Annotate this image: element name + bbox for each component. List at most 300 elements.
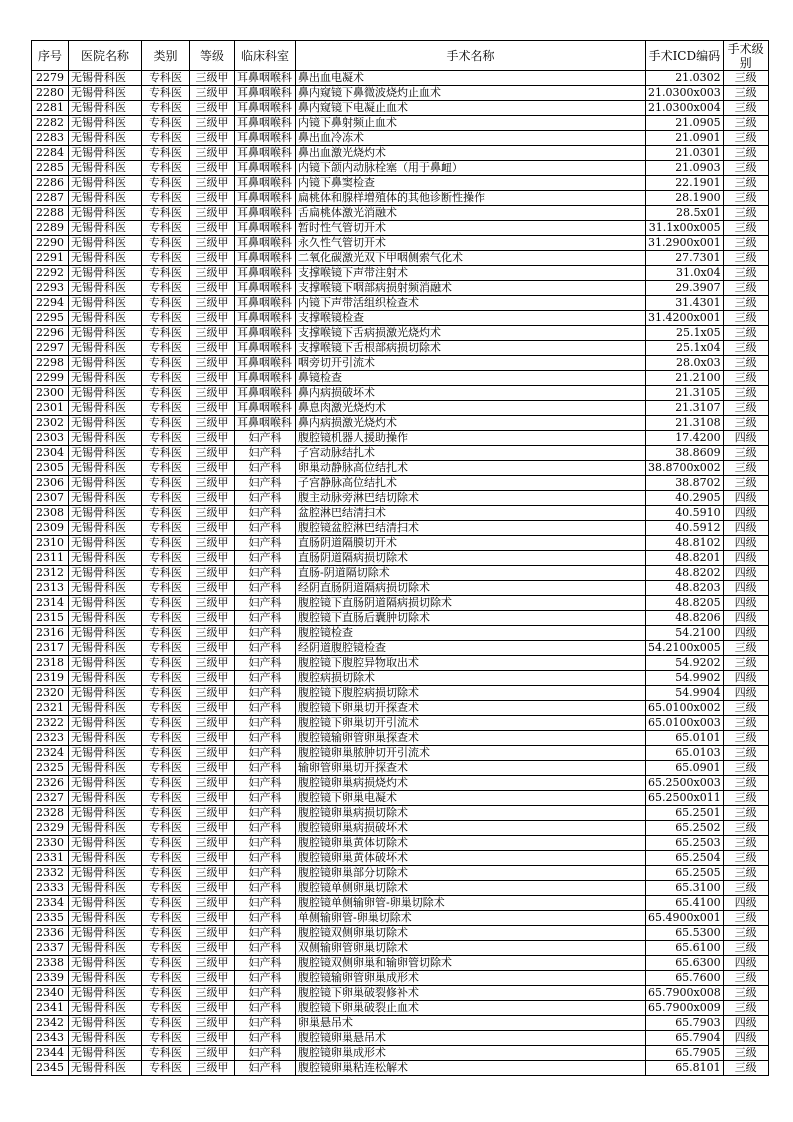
cell-hospital: 无锡骨科医: [69, 761, 142, 776]
cell-level: 三级甲: [190, 401, 235, 416]
cell-category: 专科医: [142, 356, 190, 371]
cell-department: 妇产科: [235, 926, 296, 941]
cell-surgery: 腹腔镜下卵巢破裂修补术: [296, 986, 646, 1001]
cell-surgery: 腹腔镜卵巢悬吊术: [296, 1031, 646, 1046]
cell-grade: 三级: [723, 266, 768, 281]
cell-level: 三级甲: [190, 506, 235, 521]
cell-hospital: 无锡骨科医: [69, 1061, 142, 1076]
cell-grade: 三级: [723, 716, 768, 731]
cell-department: 妇产科: [235, 851, 296, 866]
cell-surgery: 子宫静脉高位结扎术: [296, 476, 646, 491]
cell-level: 三级甲: [190, 776, 235, 791]
cell-surgery: 卵巢动静脉高位结扎术: [296, 461, 646, 476]
cell-icd: 21.0302: [646, 71, 724, 86]
cell-grade: 三级: [723, 641, 768, 656]
cell-icd: 65.0901: [646, 761, 724, 776]
header-grade: 手术级别: [723, 41, 768, 71]
header-hospital: 医院名称: [69, 41, 142, 71]
table-row: [32, 146, 769, 161]
cell-category: 专科医: [142, 941, 190, 956]
cell-grade: 三级: [723, 161, 768, 176]
cell-department: 耳鼻咽喉科: [235, 266, 296, 281]
cell-hospital: 无锡骨科医: [69, 716, 142, 731]
cell-icd: 65.7900x008: [646, 986, 724, 1001]
cell-hospital: 无锡骨科医: [69, 401, 142, 416]
cell-seq: 2313: [32, 581, 69, 596]
cell-surgery: 直肠阴道隔病损切除术: [296, 551, 646, 566]
cell-grade: 三级: [723, 881, 768, 896]
cell-seq: 2279: [32, 71, 69, 86]
cell-category: 专科医: [142, 386, 190, 401]
cell-grade: 四级: [723, 491, 768, 506]
cell-department: 妇产科: [235, 1016, 296, 1031]
table-row: [32, 731, 769, 746]
cell-hospital: 无锡骨科医: [69, 191, 142, 206]
cell-seq: 2285: [32, 161, 69, 176]
cell-level: 三级甲: [190, 176, 235, 191]
cell-hospital: 无锡骨科医: [69, 626, 142, 641]
cell-hospital: 无锡骨科医: [69, 566, 142, 581]
cell-department: 妇产科: [235, 641, 296, 656]
cell-hospital: 无锡骨科医: [69, 101, 142, 116]
cell-grade: 三级: [723, 281, 768, 296]
cell-icd: 48.8201: [646, 551, 724, 566]
cell-icd: 25.1x04: [646, 341, 724, 356]
cell-department: 妇产科: [235, 1031, 296, 1046]
cell-hospital: 无锡骨科医: [69, 911, 142, 926]
table-row: [32, 836, 769, 851]
cell-category: 专科医: [142, 671, 190, 686]
cell-seq: 2323: [32, 731, 69, 746]
cell-category: 专科医: [142, 446, 190, 461]
header-seq: 序号: [32, 41, 69, 71]
cell-grade: 三级: [723, 701, 768, 716]
cell-grade: 四级: [723, 1016, 768, 1031]
table-row: [32, 611, 769, 626]
cell-hospital: 无锡骨科医: [69, 851, 142, 866]
table-row: [32, 296, 769, 311]
cell-surgery: 腹腔镜卵巢黄体破坏术: [296, 851, 646, 866]
cell-seq: 2281: [32, 101, 69, 116]
cell-grade: 四级: [723, 581, 768, 596]
cell-hospital: 无锡骨科医: [69, 941, 142, 956]
table-row: [32, 776, 769, 791]
cell-icd: 54.2100: [646, 626, 724, 641]
cell-grade: 三级: [723, 926, 768, 941]
cell-grade: 三级: [723, 116, 768, 131]
cell-department: 耳鼻咽喉科: [235, 236, 296, 251]
cell-level: 三级甲: [190, 731, 235, 746]
cell-level: 三级甲: [190, 1001, 235, 1016]
cell-icd: 65.7905: [646, 1046, 724, 1061]
table-row: [32, 686, 769, 701]
cell-level: 三级甲: [190, 956, 235, 971]
cell-level: 三级甲: [190, 701, 235, 716]
cell-category: 专科医: [142, 341, 190, 356]
cell-department: 耳鼻咽喉科: [235, 281, 296, 296]
cell-seq: 2302: [32, 416, 69, 431]
cell-category: 专科医: [142, 836, 190, 851]
cell-seq: 2336: [32, 926, 69, 941]
cell-level: 三级甲: [190, 371, 235, 386]
cell-seq: 2345: [32, 1061, 69, 1076]
cell-seq: 2288: [32, 206, 69, 221]
cell-icd: 65.7904: [646, 1031, 724, 1046]
cell-surgery: 支撑喉镜下咽部病损射频消融术: [296, 281, 646, 296]
cell-hospital: 无锡骨科医: [69, 1016, 142, 1031]
cell-seq: 2317: [32, 641, 69, 656]
cell-icd: 28.1900: [646, 191, 724, 206]
cell-icd: 54.2100x005: [646, 641, 724, 656]
cell-seq: 2327: [32, 791, 69, 806]
cell-department: 耳鼻咽喉科: [235, 401, 296, 416]
cell-seq: 2319: [32, 671, 69, 686]
cell-seq: 2305: [32, 461, 69, 476]
cell-level: 三级甲: [190, 791, 235, 806]
cell-grade: 三级: [723, 821, 768, 836]
cell-category: 专科医: [142, 251, 190, 266]
cell-icd: 65.0103: [646, 746, 724, 761]
cell-category: 专科医: [142, 761, 190, 776]
cell-level: 三级甲: [190, 686, 235, 701]
cell-seq: 2338: [32, 956, 69, 971]
cell-icd: 21.0903: [646, 161, 724, 176]
table-row: [32, 716, 769, 731]
cell-seq: 2328: [32, 806, 69, 821]
cell-grade: 三级: [723, 911, 768, 926]
cell-grade: 四级: [723, 551, 768, 566]
cell-category: 专科医: [142, 536, 190, 551]
cell-icd: 54.9202: [646, 656, 724, 671]
cell-department: 妇产科: [235, 746, 296, 761]
cell-department: 妇产科: [235, 611, 296, 626]
cell-icd: 65.2501: [646, 806, 724, 821]
table-row: [32, 791, 769, 806]
cell-department: 妇产科: [235, 821, 296, 836]
cell-department: 耳鼻咽喉科: [235, 356, 296, 371]
cell-icd: 17.4200: [646, 431, 724, 446]
cell-seq: 2326: [32, 776, 69, 791]
cell-department: 耳鼻咽喉科: [235, 131, 296, 146]
cell-level: 三级甲: [190, 431, 235, 446]
cell-hospital: 无锡骨科医: [69, 446, 142, 461]
cell-level: 三级甲: [190, 491, 235, 506]
cell-level: 三级甲: [190, 986, 235, 1001]
cell-level: 三级甲: [190, 131, 235, 146]
table-row: [32, 761, 769, 776]
cell-level: 三级甲: [190, 296, 235, 311]
cell-surgery: 腹腔镜下卵巢破裂止血术: [296, 1001, 646, 1016]
cell-icd: 65.4900x001: [646, 911, 724, 926]
cell-surgery: 腹腔镜卵巢黄体切除术: [296, 836, 646, 851]
cell-seq: 2284: [32, 146, 69, 161]
cell-surgery: 腹腔镜卵巢病损烧灼术: [296, 776, 646, 791]
cell-category: 专科医: [142, 686, 190, 701]
cell-seq: 2333: [32, 881, 69, 896]
cell-hospital: 无锡骨科医: [69, 416, 142, 431]
cell-seq: 2329: [32, 821, 69, 836]
cell-seq: 2283: [32, 131, 69, 146]
cell-icd: 65.3100: [646, 881, 724, 896]
cell-grade: 四级: [723, 566, 768, 581]
cell-department: 妇产科: [235, 431, 296, 446]
cell-department: 妇产科: [235, 551, 296, 566]
cell-surgery: 腹腔病损切除术: [296, 671, 646, 686]
cell-icd: 22.1901: [646, 176, 724, 191]
cell-seq: 2307: [32, 491, 69, 506]
cell-category: 专科医: [142, 236, 190, 251]
cell-department: 耳鼻咽喉科: [235, 386, 296, 401]
table-row: [32, 71, 769, 86]
cell-seq: 2282: [32, 116, 69, 131]
cell-department: 耳鼻咽喉科: [235, 416, 296, 431]
cell-hospital: 无锡骨科医: [69, 506, 142, 521]
table-row: [32, 86, 769, 101]
cell-category: 专科医: [142, 1016, 190, 1031]
cell-hospital: 无锡骨科医: [69, 86, 142, 101]
cell-icd: 21.0300x003: [646, 86, 724, 101]
cell-hospital: 无锡骨科医: [69, 176, 142, 191]
cell-grade: 三级: [723, 71, 768, 86]
cell-hospital: 无锡骨科医: [69, 536, 142, 551]
cell-category: 专科医: [142, 431, 190, 446]
cell-category: 专科医: [142, 626, 190, 641]
cell-icd: 21.0300x004: [646, 101, 724, 116]
cell-surgery: 腹主动脉旁淋巴结切除术: [296, 491, 646, 506]
cell-icd: 65.7600: [646, 971, 724, 986]
table-row: [32, 416, 769, 431]
cell-seq: 2321: [32, 701, 69, 716]
cell-grade: 三级: [723, 251, 768, 266]
cell-department: 妇产科: [235, 911, 296, 926]
cell-surgery: 腹腔镜盆腔淋巴结清扫术: [296, 521, 646, 536]
cell-category: 专科医: [142, 506, 190, 521]
cell-icd: 65.7903: [646, 1016, 724, 1031]
cell-surgery: 鼻出血电凝术: [296, 71, 646, 86]
cell-hospital: 无锡骨科医: [69, 596, 142, 611]
cell-grade: 四级: [723, 626, 768, 641]
cell-category: 专科医: [142, 311, 190, 326]
table-row: [32, 116, 769, 131]
cell-category: 专科医: [142, 956, 190, 971]
cell-icd: 48.8203: [646, 581, 724, 596]
table-row: [32, 176, 769, 191]
cell-hospital: 无锡骨科医: [69, 836, 142, 851]
cell-grade: 三级: [723, 476, 768, 491]
cell-icd: 65.4100: [646, 896, 724, 911]
cell-seq: 2331: [32, 851, 69, 866]
cell-surgery: 二氧化碳激光双下甲咽侧索气化术: [296, 251, 646, 266]
cell-surgery: 输卵管卵巢切开探查术: [296, 761, 646, 776]
cell-surgery: 卵巢悬吊术: [296, 1016, 646, 1031]
cell-level: 三级甲: [190, 191, 235, 206]
cell-level: 三级甲: [190, 266, 235, 281]
cell-icd: 31.1x00x005: [646, 221, 724, 236]
table-row: [32, 521, 769, 536]
cell-hospital: 无锡骨科医: [69, 656, 142, 671]
cell-hospital: 无锡骨科医: [69, 146, 142, 161]
cell-hospital: 无锡骨科医: [69, 221, 142, 236]
cell-seq: 2297: [32, 341, 69, 356]
cell-icd: 21.0901: [646, 131, 724, 146]
cell-hospital: 无锡骨科医: [69, 476, 142, 491]
cell-grade: 三级: [723, 86, 768, 101]
cell-surgery: 鼻内窥镜下电凝止血术: [296, 101, 646, 116]
table-row: [32, 326, 769, 341]
cell-level: 三级甲: [190, 926, 235, 941]
cell-category: 专科医: [142, 911, 190, 926]
cell-seq: 2303: [32, 431, 69, 446]
cell-grade: 三级: [723, 776, 768, 791]
cell-level: 三级甲: [190, 386, 235, 401]
table-row: [32, 476, 769, 491]
cell-grade: 三级: [723, 1001, 768, 1016]
cell-department: 耳鼻咽喉科: [235, 371, 296, 386]
cell-level: 三级甲: [190, 611, 235, 626]
cell-hospital: 无锡骨科医: [69, 821, 142, 836]
cell-surgery: 腹腔镜下腹腔异物取出术: [296, 656, 646, 671]
cell-seq: 2286: [32, 176, 69, 191]
cell-hospital: 无锡骨科医: [69, 701, 142, 716]
table-row: [32, 1001, 769, 1016]
cell-hospital: 无锡骨科医: [69, 296, 142, 311]
table-row: [32, 896, 769, 911]
cell-department: 耳鼻咽喉科: [235, 101, 296, 116]
cell-icd: 21.0301: [646, 146, 724, 161]
cell-level: 三级甲: [190, 761, 235, 776]
cell-surgery: 腹腔镜卵巢病损切除术: [296, 806, 646, 821]
cell-department: 耳鼻咽喉科: [235, 71, 296, 86]
cell-seq: 2341: [32, 1001, 69, 1016]
cell-department: 妇产科: [235, 461, 296, 476]
cell-surgery: 腹腔镜下腹腔病损切除术: [296, 686, 646, 701]
cell-level: 三级甲: [190, 671, 235, 686]
table-row: [32, 656, 769, 671]
cell-icd: 65.2502: [646, 821, 724, 836]
cell-category: 专科医: [142, 806, 190, 821]
cell-surgery: 内镜下鼻射频止血术: [296, 116, 646, 131]
cell-surgery: 腹腔镜检查: [296, 626, 646, 641]
cell-hospital: 无锡骨科医: [69, 236, 142, 251]
cell-category: 专科医: [142, 776, 190, 791]
cell-department: 妇产科: [235, 581, 296, 596]
cell-icd: 65.5300: [646, 926, 724, 941]
cell-grade: 四级: [723, 611, 768, 626]
cell-level: 三级甲: [190, 656, 235, 671]
cell-surgery: 腹腔镜输卵管卵巢探查术: [296, 731, 646, 746]
table-row: [32, 131, 769, 146]
cell-category: 专科医: [142, 296, 190, 311]
cell-icd: 38.8700x002: [646, 461, 724, 476]
cell-department: 耳鼻咽喉科: [235, 86, 296, 101]
table-body: [32, 71, 769, 1076]
table-row: [32, 161, 769, 176]
cell-department: 妇产科: [235, 596, 296, 611]
cell-grade: 三级: [723, 401, 768, 416]
cell-surgery: 腹腔镜双侧卵巢切除术: [296, 926, 646, 941]
cell-seq: 2310: [32, 536, 69, 551]
cell-icd: 48.8202: [646, 566, 724, 581]
cell-hospital: 无锡骨科医: [69, 356, 142, 371]
cell-seq: 2334: [32, 896, 69, 911]
cell-department: 耳鼻咽喉科: [235, 311, 296, 326]
cell-icd: 31.4301: [646, 296, 724, 311]
cell-level: 三级甲: [190, 356, 235, 371]
cell-seq: 2309: [32, 521, 69, 536]
table-row: [32, 101, 769, 116]
cell-grade: 四级: [723, 596, 768, 611]
cell-level: 三级甲: [190, 281, 235, 296]
cell-grade: 三级: [723, 461, 768, 476]
table-row: [32, 236, 769, 251]
cell-icd: 25.1x05: [646, 326, 724, 341]
table-row: [32, 356, 769, 371]
cell-department: 妇产科: [235, 986, 296, 1001]
cell-hospital: 无锡骨科医: [69, 1031, 142, 1046]
cell-department: 妇产科: [235, 971, 296, 986]
cell-department: 妇产科: [235, 776, 296, 791]
cell-surgery: 单侧输卵管-卵巢切除术: [296, 911, 646, 926]
header-category: 类别: [142, 41, 190, 71]
cell-surgery: 腹腔镜卵巢粘连松解术: [296, 1061, 646, 1076]
cell-surgery: 支撑喉镜下舌病损激光烧灼术: [296, 326, 646, 341]
cell-icd: 31.4200x001: [646, 311, 724, 326]
cell-surgery: 经阴道腹腔镜检查: [296, 641, 646, 656]
cell-seq: 2318: [32, 656, 69, 671]
cell-icd: 21.2100: [646, 371, 724, 386]
cell-icd: 28.0x03: [646, 356, 724, 371]
cell-department: 妇产科: [235, 671, 296, 686]
cell-level: 三级甲: [190, 101, 235, 116]
table-row: [32, 1046, 769, 1061]
cell-level: 三级甲: [190, 581, 235, 596]
cell-icd: 65.0101: [646, 731, 724, 746]
cell-grade: 三级: [723, 296, 768, 311]
cell-icd: 21.0905: [646, 116, 724, 131]
cell-level: 三级甲: [190, 536, 235, 551]
table-row: [32, 461, 769, 476]
cell-level: 三级甲: [190, 416, 235, 431]
cell-icd: 65.6100: [646, 941, 724, 956]
cell-grade: 三级: [723, 236, 768, 251]
cell-category: 专科医: [142, 191, 190, 206]
cell-seq: 2292: [32, 266, 69, 281]
cell-seq: 2289: [32, 221, 69, 236]
cell-surgery: 支撑喉镜检查: [296, 311, 646, 326]
cell-seq: 2306: [32, 476, 69, 491]
cell-level: 三级甲: [190, 806, 235, 821]
cell-category: 专科医: [142, 746, 190, 761]
table-row: [32, 941, 769, 956]
cell-hospital: 无锡骨科医: [69, 116, 142, 131]
table-row: [32, 221, 769, 236]
cell-grade: 三级: [723, 851, 768, 866]
cell-grade: 三级: [723, 206, 768, 221]
cell-hospital: 无锡骨科医: [69, 521, 142, 536]
table-row: [32, 971, 769, 986]
cell-hospital: 无锡骨科医: [69, 326, 142, 341]
cell-department: 妇产科: [235, 626, 296, 641]
cell-grade: 三级: [723, 806, 768, 821]
cell-surgery: 直肠阴道隔膜切开术: [296, 536, 646, 551]
cell-department: 妇产科: [235, 761, 296, 776]
cell-hospital: 无锡骨科医: [69, 881, 142, 896]
cell-grade: 三级: [723, 446, 768, 461]
cell-surgery: 鼻出血冷冻术: [296, 131, 646, 146]
cell-seq: 2337: [32, 941, 69, 956]
cell-category: 专科医: [142, 731, 190, 746]
cell-surgery: 腹腔镜下卵巢切开探查术: [296, 701, 646, 716]
